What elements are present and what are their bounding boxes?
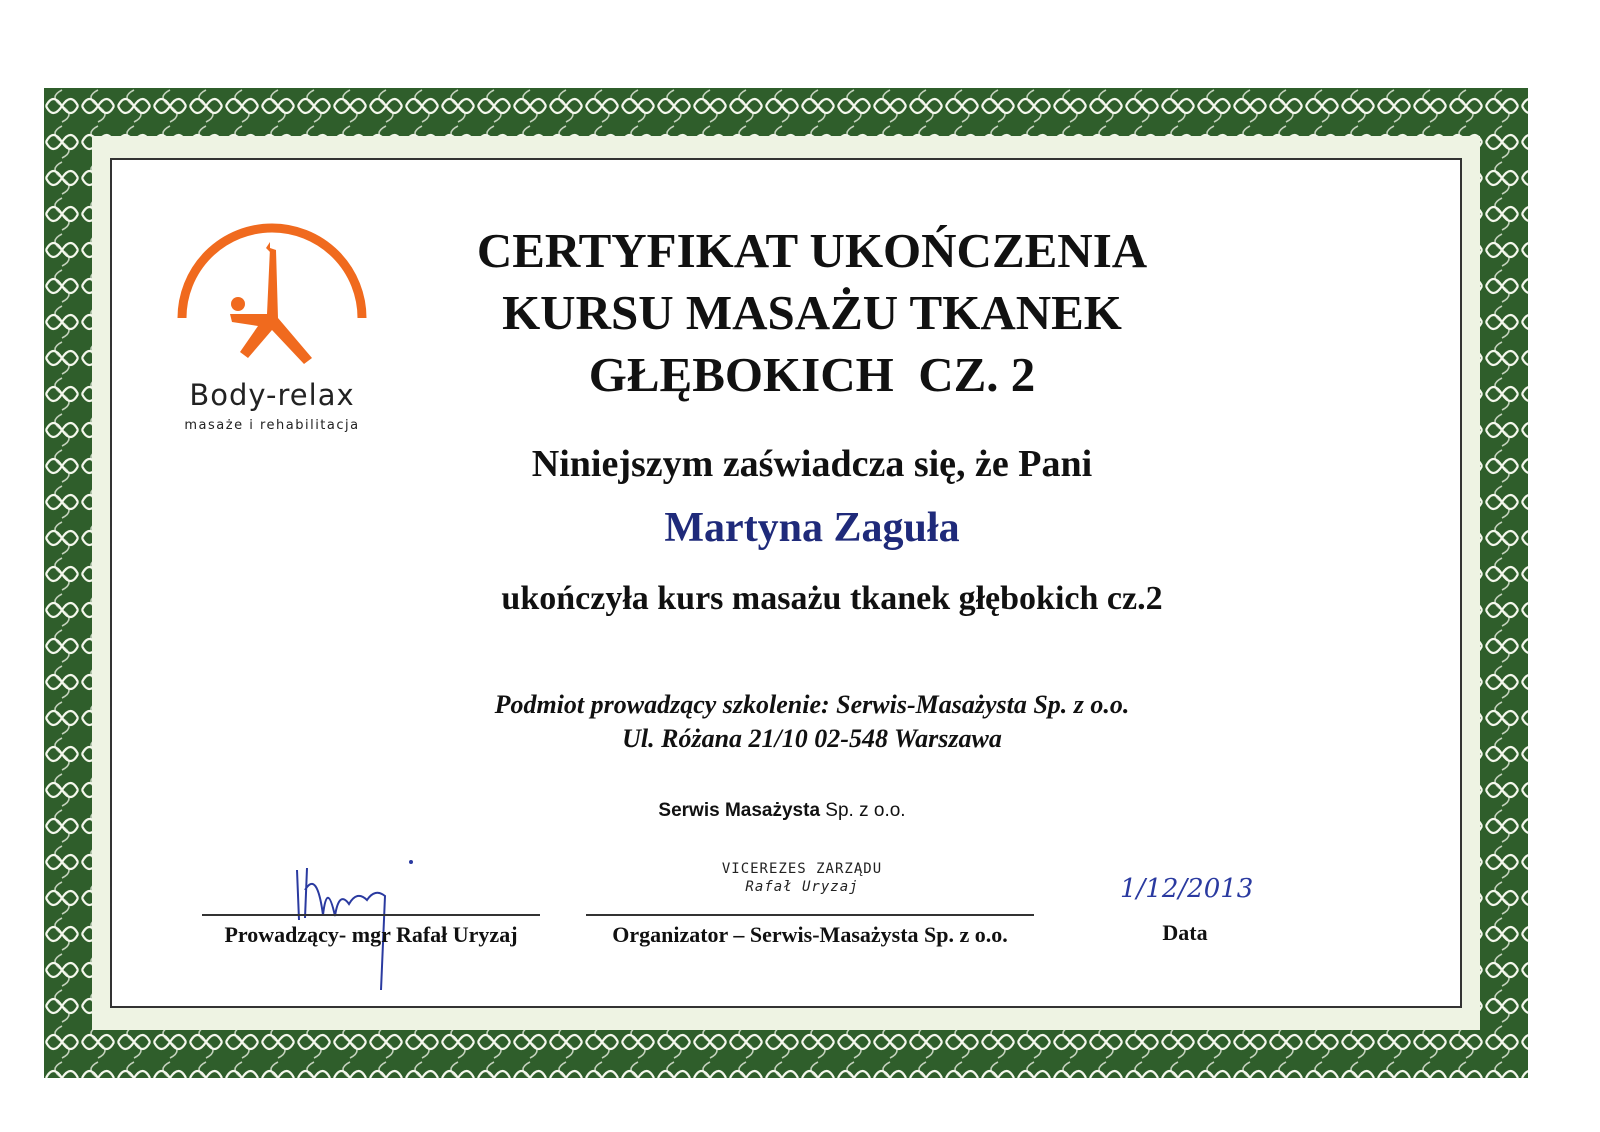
stamp-role-title: VICEREZES ZARZĄDU — [721, 861, 883, 877]
signature-line-middle — [586, 914, 1034, 916]
handwritten-date: 1/12/2013 — [1120, 874, 1254, 904]
recipient-name: Martyna Zaguła — [664, 505, 960, 551]
certificate-title — [412, 220, 1212, 406]
provider-info — [312, 688, 1312, 756]
body-relax-logo — [172, 218, 372, 448]
inner-mat — [92, 136, 1480, 1030]
intro-text: Niniejszym zaświadcza się, że Pani — [531, 443, 1093, 485]
title-line: CERTYFIKAT UKOŃCZENIA — [476, 223, 1148, 278]
logo-name: Body-relax — [189, 378, 355, 412]
stamp-company-name: Serwis Masażysta — [658, 800, 821, 821]
provider-line: Podmiot prowadzący szkolenie: Serwis-Masażysta Sp. z o.o. — [494, 690, 1130, 719]
role-stamp — [652, 860, 952, 896]
date-label: Data — [1162, 920, 1208, 945]
logo-tagline: masaże i rehabilitacja — [184, 418, 360, 433]
completion-text: ukończyła kurs masażu tkanek głębokich cz.2 — [501, 580, 1163, 617]
stamp-person: Rafał Uryzaj — [745, 879, 859, 895]
instructor-label: Prowadzący- mgr Rafał Uryzaj — [224, 922, 518, 947]
provider-address: Ul. Różana 21/10 02-548 Warszawa — [622, 724, 1002, 753]
signature-line-left — [202, 914, 540, 916]
title-line: KURSU MASAŻU TKANEK — [502, 285, 1122, 340]
stamp-company-suffix: Sp. z o.o. — [825, 800, 906, 821]
organizer-label: Organizator – Serwis-Masażysta Sp. z o.o. — [612, 922, 1008, 947]
company-stamp — [642, 800, 922, 822]
certificate-paper — [110, 158, 1462, 1008]
title-line: GŁĘBOKICH CZ. 2 — [588, 347, 1036, 402]
certificate-frame — [44, 88, 1528, 1078]
yoga-figure-icon — [172, 218, 372, 378]
